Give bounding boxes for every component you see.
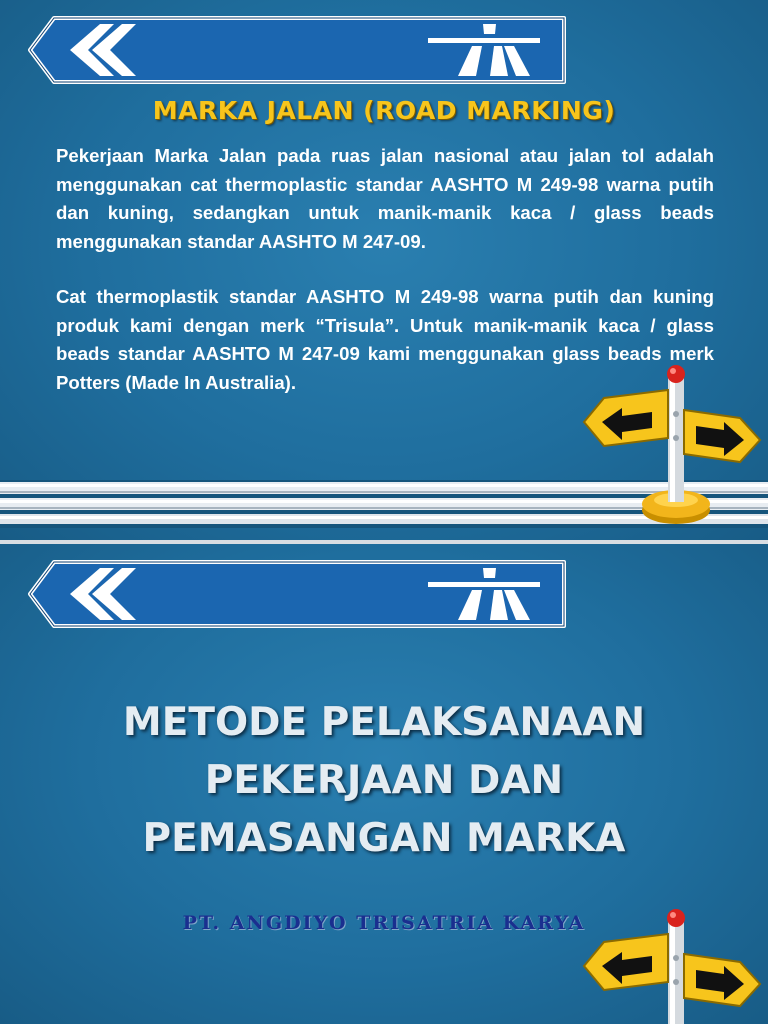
- slide-title: MARKA JALAN (ROAD MARKING): [152, 96, 616, 125]
- highway-sign-icon: [28, 14, 568, 86]
- presentation-title: [0, 694, 768, 868]
- highway-sign-icon: [28, 558, 568, 630]
- paragraph-products: Cat thermoplastik standar AASHTO M 249-98 warna putih dan kuning produk kami dengan merk “Trisula”. Untuk manik-manik kaca / glass beads standar AASHTO M 247-09 kami menggunakan glass beads merk Potters (Made In Australia).: [56, 286, 714, 393]
- direction-signpost-icon: [580, 906, 764, 1024]
- title-line: PEMASANGAN MARKA: [142, 816, 626, 861]
- title-line: METODE PELAKSANAAN: [122, 700, 646, 745]
- company-name: PT. ANGDIYO TRISATRIA KARYA: [182, 912, 586, 934]
- direction-signpost-icon: [580, 362, 764, 532]
- slide-title-page: [0, 544, 768, 1024]
- paragraph-standards: Pekerjaan Marka Jalan pada ruas jalan nasional atau jalan tol adalah menggunakan cat thermoplastic standar AASHTO M 249-98 warna putih dan kuning, sedangkan untuk manik-manik kaca / glass beads menggunakan standar AASHTO M 247-09.: [56, 145, 714, 252]
- title-line: PEKERJAAN DAN: [204, 758, 564, 803]
